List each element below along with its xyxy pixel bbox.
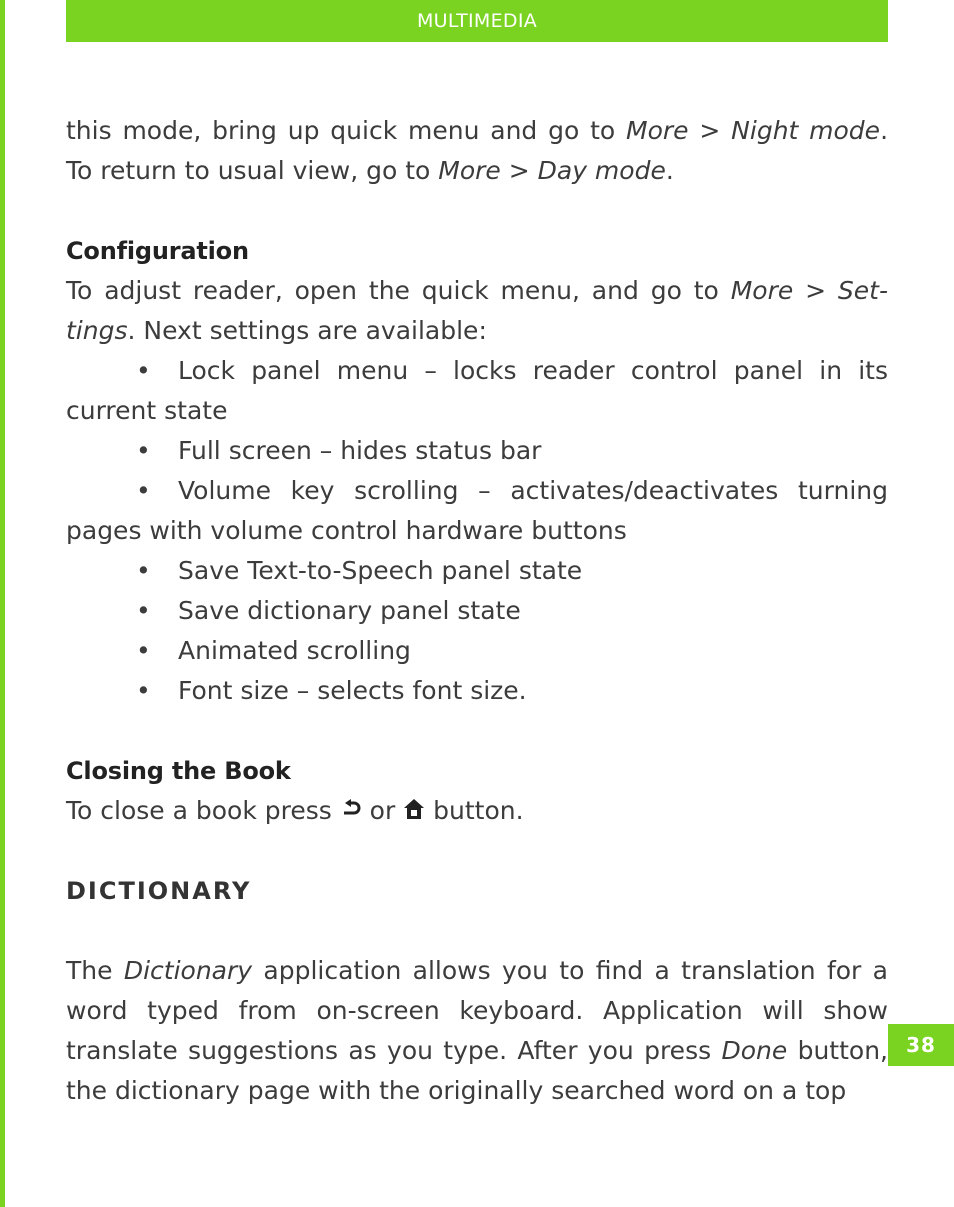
text-run: application allows you to find a translation for a word typed from on-screen keyboard. Application will show translate suggestions as you type. After you press [66, 956, 888, 1065]
menu-path-separator: > [793, 276, 838, 305]
text-run: To adjust reader, open the quick menu, and go to [66, 276, 731, 305]
intro-paragraph-1 [66, 111, 888, 151]
text-run: The [66, 956, 124, 985]
settings-list-item-text: Save Text-to-Speech panel state [178, 556, 583, 585]
settings-list-item-text: Animated scrolling [178, 636, 411, 665]
configuration-intro-line-1 [66, 271, 888, 311]
spacer [66, 831, 888, 871]
text-run: To return to usual view, go to [66, 156, 439, 185]
configuration-intro-line-2 [66, 311, 888, 351]
section-header-bar [66, 0, 888, 42]
bullet-marker: • [136, 356, 151, 385]
section-header-title: MULTIMEDIA [416, 10, 538, 32]
left-accent-rule [0, 0, 5, 1207]
menu-path-more: More [730, 276, 794, 305]
settings-list-item-text: Font size – selects font size. [178, 676, 527, 705]
bullet-marker: • [136, 596, 151, 625]
configuration-heading: Configuration [66, 237, 249, 265]
menu-path-more: More [438, 156, 501, 185]
text-run: . [665, 156, 674, 185]
text-run: button. [425, 796, 524, 825]
menu-path-separator: > [500, 156, 538, 185]
settings-list-item-text: Lock panel menu – locks reader control panel in its current state [66, 356, 888, 425]
bullet-marker: • [136, 476, 151, 505]
text-run: this mode, bring up quick menu and go to [66, 116, 627, 145]
intro-paragraph-2 [66, 151, 888, 191]
text-run: . Next settings are available: [127, 316, 487, 345]
settings-list-item-text: Full screen – hides status bar [178, 436, 542, 465]
dictionary-section-title: DICTIONARY [66, 877, 252, 905]
page-number: 38 [906, 1033, 936, 1057]
settings-list-item [66, 591, 888, 631]
dictionary-paragraph [66, 951, 888, 1111]
settings-list-item [66, 551, 888, 591]
settings-list-item [66, 671, 888, 711]
spacer [66, 711, 888, 751]
back-arrow-icon [340, 798, 362, 822]
page-number-tab [888, 1024, 954, 1066]
text-run: To close a book press [66, 796, 340, 825]
spacer [66, 191, 888, 231]
text-run: button, the dictionary page with the originally searched word on a top [66, 1036, 888, 1105]
text-run: . [880, 116, 889, 145]
settings-list-item [66, 631, 888, 671]
closing-heading: Closing the Book [66, 757, 291, 785]
menu-path-settings-part-1: Set- [837, 276, 888, 305]
menu-path-day-mode: Day mode [537, 156, 666, 185]
menu-path-separator: > [688, 116, 732, 145]
spacer [66, 911, 888, 951]
settings-list-item [66, 471, 888, 551]
home-icon [403, 798, 425, 822]
closing-paragraph [66, 791, 888, 831]
settings-list-item-text: Volume key scrolling – activates/deactivates turning pages with volume control hardware buttons [66, 476, 888, 545]
menu-path-more: More [626, 116, 689, 145]
bullet-marker: • [136, 636, 151, 665]
app-name-dictionary: Dictionary [123, 956, 253, 985]
settings-list-item [66, 431, 888, 471]
menu-path-settings-part-2: tings [66, 316, 128, 345]
bullet-marker: • [136, 556, 151, 585]
button-name-done: Done [721, 1036, 788, 1065]
page-content [66, 111, 888, 1111]
settings-list-item [66, 351, 888, 431]
menu-path-night-mode: Night mode [731, 116, 881, 145]
settings-list-item-text: Save dictionary panel state [178, 596, 521, 625]
text-run: or [361, 796, 404, 825]
bullet-marker: • [136, 676, 151, 705]
settings-list [66, 351, 888, 711]
bullet-marker: • [136, 436, 151, 465]
